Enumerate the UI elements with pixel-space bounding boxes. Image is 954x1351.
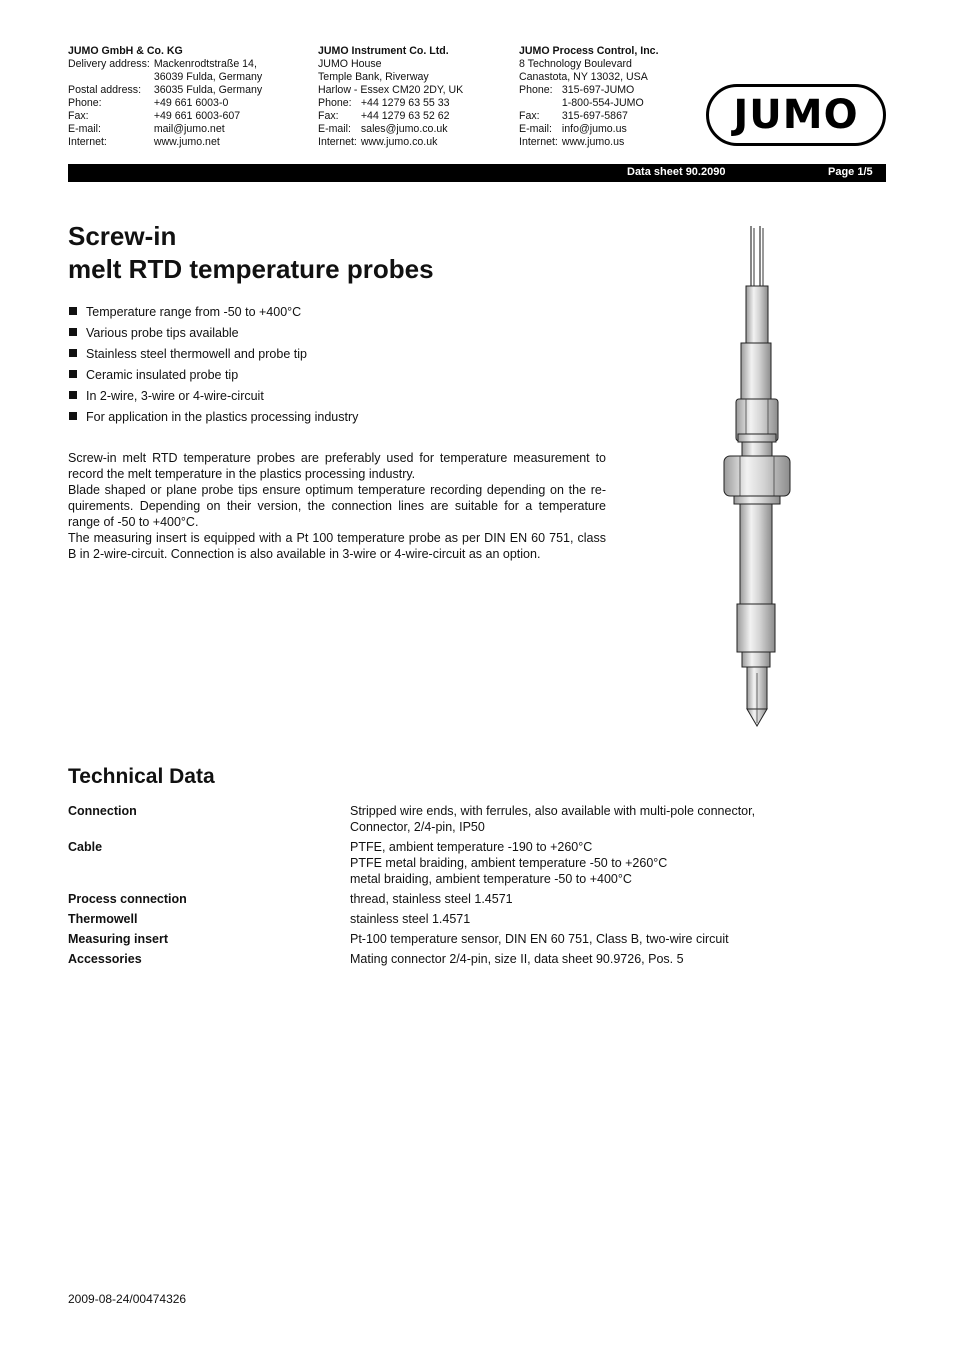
address-table <box>68 58 262 149</box>
email-value: mail@jumo.net <box>153 123 225 135</box>
phone-key: Phone: <box>318 97 352 109</box>
phone-key: Phone: <box>519 84 553 96</box>
phone-key: Phone: <box>68 97 102 109</box>
document-id-footer: 2009-08-24/00474326 <box>68 1292 187 1306</box>
description-paragraph: Screw-in melt RTD temperature probes are preferably used for temperature measurement to record the melt temperature in the plastics processing industry. <box>68 451 606 481</box>
internet-key: Internet: <box>318 136 357 148</box>
feature-item <box>68 323 358 344</box>
feature-item <box>68 302 358 323</box>
email-key: E-mail: <box>519 123 552 135</box>
logo-text: JUMO <box>733 92 859 138</box>
company-name: JUMO Instrument Co. Ltd. <box>318 45 449 57</box>
tech-value-line: thread, stainless steel 1.4571 <box>350 892 513 906</box>
phone-value: 1-800-554-JUMO <box>561 97 644 109</box>
address-line: JUMO House <box>318 58 382 70</box>
tech-value <box>350 931 886 947</box>
technical-data-table <box>68 803 886 971</box>
email-value: info@jumo.us <box>561 123 627 135</box>
phone-key <box>519 97 562 110</box>
tech-value-line: Pt-100 temperature sensor, DIN EN 60 751, Class B, two-wire circuit <box>350 932 729 946</box>
address-key: Postal address: <box>68 84 142 96</box>
feature-item <box>68 386 358 407</box>
address-line: 8 Technology Boulevard <box>519 58 632 70</box>
feature-list <box>68 302 358 428</box>
fax-key: Fax: <box>519 110 540 122</box>
internet-key: Internet: <box>519 136 558 148</box>
address-jumo-germany <box>68 45 262 149</box>
tech-value-line: stainless steel 1.4571 <box>350 912 471 926</box>
tech-value-line: PTFE metal braiding, ambient temperature -50 to +260°C <box>350 856 668 870</box>
feature-text: In 2-wire, 3-wire or 4-wire-circuit <box>86 389 264 403</box>
tech-label: Connection <box>68 804 137 818</box>
tech-value <box>350 891 886 907</box>
feature-text: Ceramic insulated probe tip <box>86 368 239 382</box>
tech-row <box>68 839 886 887</box>
email-value: sales@jumo.co.uk <box>360 123 448 135</box>
address-value: Mackenrodtstraße 14, <box>153 58 257 70</box>
internet-value: www.jumo.us <box>561 136 625 148</box>
tech-row <box>68 951 886 967</box>
tech-value <box>350 839 886 887</box>
probe-illustration <box>716 226 796 730</box>
fax-value: +44 1279 63 52 62 <box>360 110 450 122</box>
bullet-square-icon <box>69 370 77 378</box>
page-number: Page 1/5 <box>828 166 873 178</box>
tech-value <box>350 911 886 927</box>
tech-row <box>68 911 886 927</box>
fax-key: Fax: <box>68 110 89 122</box>
fax-key: Fax: <box>318 110 339 122</box>
tech-row <box>68 931 886 947</box>
phone-value: +49 661 6003-0 <box>153 97 229 109</box>
bullet-square-icon <box>69 349 77 357</box>
address-key: Delivery address: <box>68 58 150 70</box>
phone-value: +44 1279 63 55 33 <box>360 97 450 109</box>
address-jumo-uk <box>318 45 463 149</box>
title-line-1: Screw-in <box>68 221 177 251</box>
address-line: Temple Bank, Riverway <box>318 71 429 83</box>
bullet-square-icon <box>69 391 77 399</box>
address-table <box>519 84 644 149</box>
tech-value-line: Connector, 2/4-pin, IP50 <box>350 820 485 834</box>
feature-text: Various probe tips available <box>86 326 239 340</box>
description-paragraph: The measuring insert is equipped with a Pt 100 temperature probe as per DIN EN 60 751, class B in 2-wire-circuit. Connection is also available in 3-wire or 4-wire-circuit as an option. <box>68 531 606 561</box>
address-key <box>68 71 154 84</box>
company-name: JUMO GmbH & Co. KG <box>68 45 183 57</box>
feature-item <box>68 344 358 365</box>
bullet-square-icon <box>69 328 77 336</box>
fax-value: 315-697-5867 <box>561 110 628 122</box>
tech-label: Thermowell <box>68 912 138 926</box>
tech-value-line: metal braiding, ambient temperature -50 to +400°C <box>350 872 632 886</box>
address-value: 36039 Fulda, Germany <box>153 71 263 83</box>
tech-label: Process connection <box>68 892 187 906</box>
tech-value <box>350 803 886 835</box>
tech-value <box>350 951 886 967</box>
page-title <box>68 220 434 286</box>
bullet-square-icon <box>69 412 77 420</box>
bullet-square-icon <box>69 307 77 315</box>
email-key: E-mail: <box>318 123 351 135</box>
description <box>68 450 606 562</box>
email-key: E-mail: <box>68 123 101 135</box>
internet-key: Internet: <box>68 136 107 148</box>
title-line-2: melt RTD temperature probes <box>68 254 434 284</box>
feature-text: For application in the plastics processing industry <box>86 410 359 424</box>
description-paragraph: Blade shaped or plane probe tips ensure optimum temperature recording depending on the re-quirements. Depending on their version, the connection lines are suitable for a temperature range of -50 to +400°C. <box>68 483 606 529</box>
phone-value: 315-697-JUMO <box>561 84 635 96</box>
feature-item <box>68 407 358 428</box>
tech-value-line: PTFE, ambient temperature -190 to +260°C <box>350 840 593 854</box>
tech-label: Cable <box>68 840 103 854</box>
feature-text: Temperature range from -50 to +400°C <box>86 305 302 319</box>
address-jumo-usa <box>519 45 659 149</box>
address-value: 36035 Fulda, Germany <box>153 84 263 96</box>
feature-item <box>68 365 358 386</box>
datasheet-number: Data sheet 90.2090 <box>627 166 726 178</box>
tech-row <box>68 803 886 835</box>
tech-value-line: Mating connector 2/4-pin, size II, data sheet 90.9726, Pos. 5 <box>350 952 684 966</box>
tech-label: Accessories <box>68 952 142 966</box>
internet-value: www.jumo.co.uk <box>360 136 438 148</box>
address-table <box>318 97 450 149</box>
datasheet-bar <box>68 164 886 182</box>
internet-value: www.jumo.net <box>153 136 220 148</box>
address-line: Harlow - Essex CM20 2DY, UK <box>318 84 464 96</box>
tech-row <box>68 891 886 907</box>
technical-data-heading: Technical Data <box>68 765 215 788</box>
fax-value: +49 661 6003-607 <box>153 110 241 122</box>
feature-text: Stainless steel thermowell and probe tip <box>86 347 307 361</box>
address-line: Canastota, NY 13032, USA <box>519 71 648 83</box>
tech-label: Measuring insert <box>68 932 169 946</box>
jumo-logo <box>706 84 886 146</box>
company-name: JUMO Process Control, Inc. <box>519 45 659 57</box>
tech-value-line: Stripped wire ends, with ferrules, also available with multi-pole connector, <box>350 804 756 818</box>
